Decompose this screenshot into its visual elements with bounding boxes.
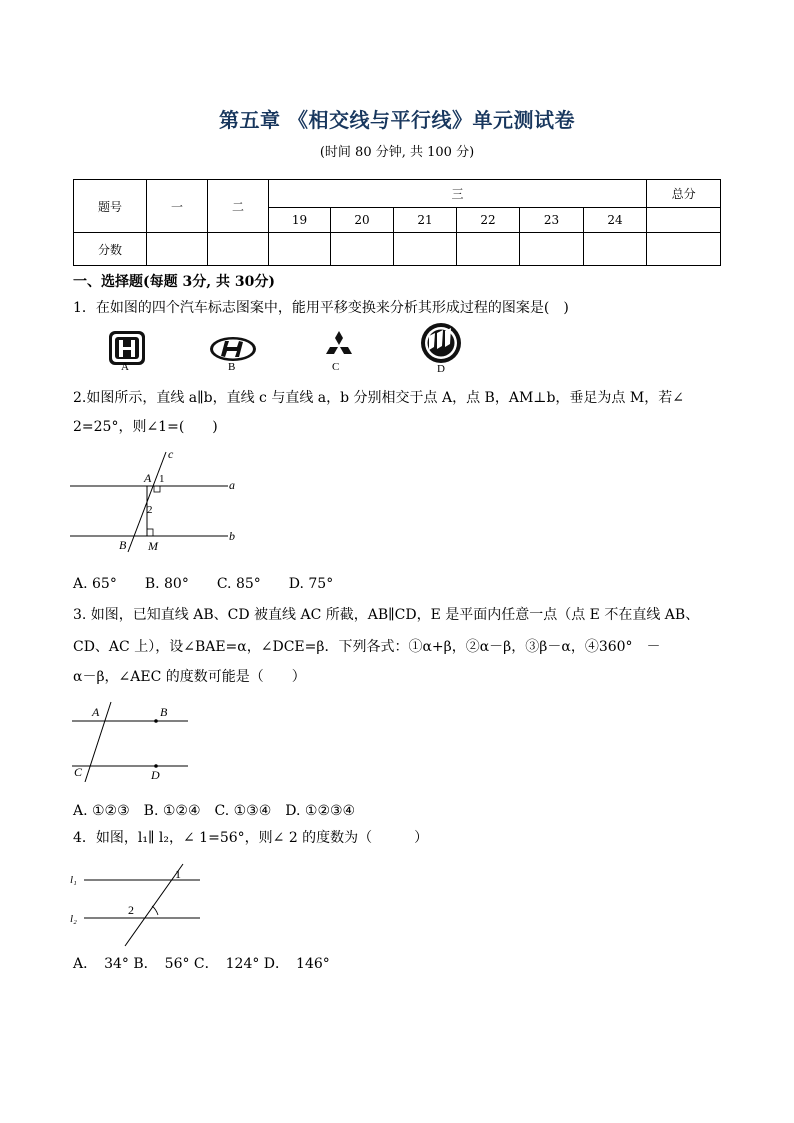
page-title: 第五章 《相交线与平行线》单元测试卷	[219, 108, 575, 132]
q3-label-a: A	[92, 705, 100, 719]
q4-options: A． 34° B． 56° C． 124° D． 146°	[73, 956, 330, 972]
page-subtitle: (时间 80 分钟, 共 100 分)	[319, 145, 475, 160]
score-cell[interactable]	[520, 233, 584, 266]
q2-label-point-a: A	[144, 471, 152, 485]
header-q22: 22	[457, 208, 520, 233]
header-part-3: 三	[269, 180, 647, 208]
q2-label-angle-2: 2	[147, 504, 153, 516]
score-cell[interactable]	[331, 233, 394, 266]
header-score: 分数	[74, 233, 147, 266]
q2-text-line1: 2.如图所示，直线 a∥b，直线 c 与直线 a，b 分别相交于点 A，点 B，AM⊥b，垂足为点 M，若∠	[73, 390, 684, 406]
q1-text: 1．在如图的四个汽车标志图案中，能用平移变换来分析其形成过程的图案是( )	[73, 300, 569, 316]
header-total: 总分	[647, 180, 721, 208]
logo-label-a: A	[121, 361, 129, 373]
q3-text-line1: 3. 如图，已知直线 AB、CD 被直线 AC 所截，AB∥CD，E 是平面内任意一点（点 E 不在直线 AB、	[73, 607, 700, 623]
q2-text-line2: 2=25°，则∠1=( )	[73, 419, 218, 435]
q3-figure	[70, 700, 200, 786]
q4-label-angle-1: 1	[175, 867, 181, 881]
header-part-1: 一	[147, 180, 208, 233]
logo-label-c: C	[332, 361, 340, 373]
score-cell[interactable]	[208, 233, 269, 266]
q4-text: 4．如图，l₁∥ l₂，∠ 1=56°，则∠ 2 的度数为（ ）	[73, 830, 429, 846]
header-q19: 19	[269, 208, 331, 233]
q2-label-angle-1: 1	[159, 473, 165, 485]
score-cell[interactable]	[647, 208, 721, 233]
header-q21: 21	[394, 208, 457, 233]
score-cell[interactable]	[647, 233, 721, 266]
q2-label-point-m: M	[148, 539, 158, 553]
q2-label-b: b	[229, 529, 235, 543]
logo-label-d: D	[437, 363, 445, 375]
header-question-no: 题号	[74, 180, 147, 233]
header-q20: 20	[331, 208, 394, 233]
q2-figure	[70, 446, 250, 558]
score-cell[interactable]	[147, 233, 208, 266]
section-heading: 一、选择题(每题 3分, 共 30分)	[73, 274, 275, 290]
q3-text-line2: CD、AC 上），设∠BAE=α，∠DCE=β．下列各式：①α+β，②α－β，③β－α，④360° －	[73, 639, 661, 655]
q4-label-l1: l₁	[70, 874, 77, 886]
score-cell[interactable]	[394, 233, 457, 266]
q4-label-l2: l₂	[70, 913, 77, 925]
q3-label-d: D	[151, 768, 160, 782]
q2-options: A. 65° B. 80° C. 85° D. 75°	[73, 576, 334, 592]
header-q24: 24	[584, 208, 647, 233]
q3-label-b: B	[160, 705, 168, 719]
q3-text-line3: α－β，∠AEC 的度数可能是（ ）	[73, 669, 306, 685]
score-cell[interactable]	[457, 233, 520, 266]
q3-label-c: C	[74, 765, 83, 779]
logo-label-b: B	[228, 361, 236, 373]
q2-label-point-b: B	[119, 538, 127, 552]
q2-label-a: a	[229, 478, 235, 492]
logo-buick-icon	[420, 322, 462, 368]
header-q23: 23	[520, 208, 584, 233]
score-cell[interactable]	[269, 233, 331, 266]
q4-label-angle-2: 2	[128, 903, 134, 917]
q2-label-c: c	[168, 447, 174, 461]
score-table	[73, 179, 721, 266]
q4-figure	[70, 862, 210, 952]
q3-options: A. ①②③ B. ①②④ C. ①③④ D. ①②③④	[73, 803, 356, 819]
score-cell[interactable]	[584, 233, 647, 266]
header-part-2: 二	[208, 180, 269, 233]
